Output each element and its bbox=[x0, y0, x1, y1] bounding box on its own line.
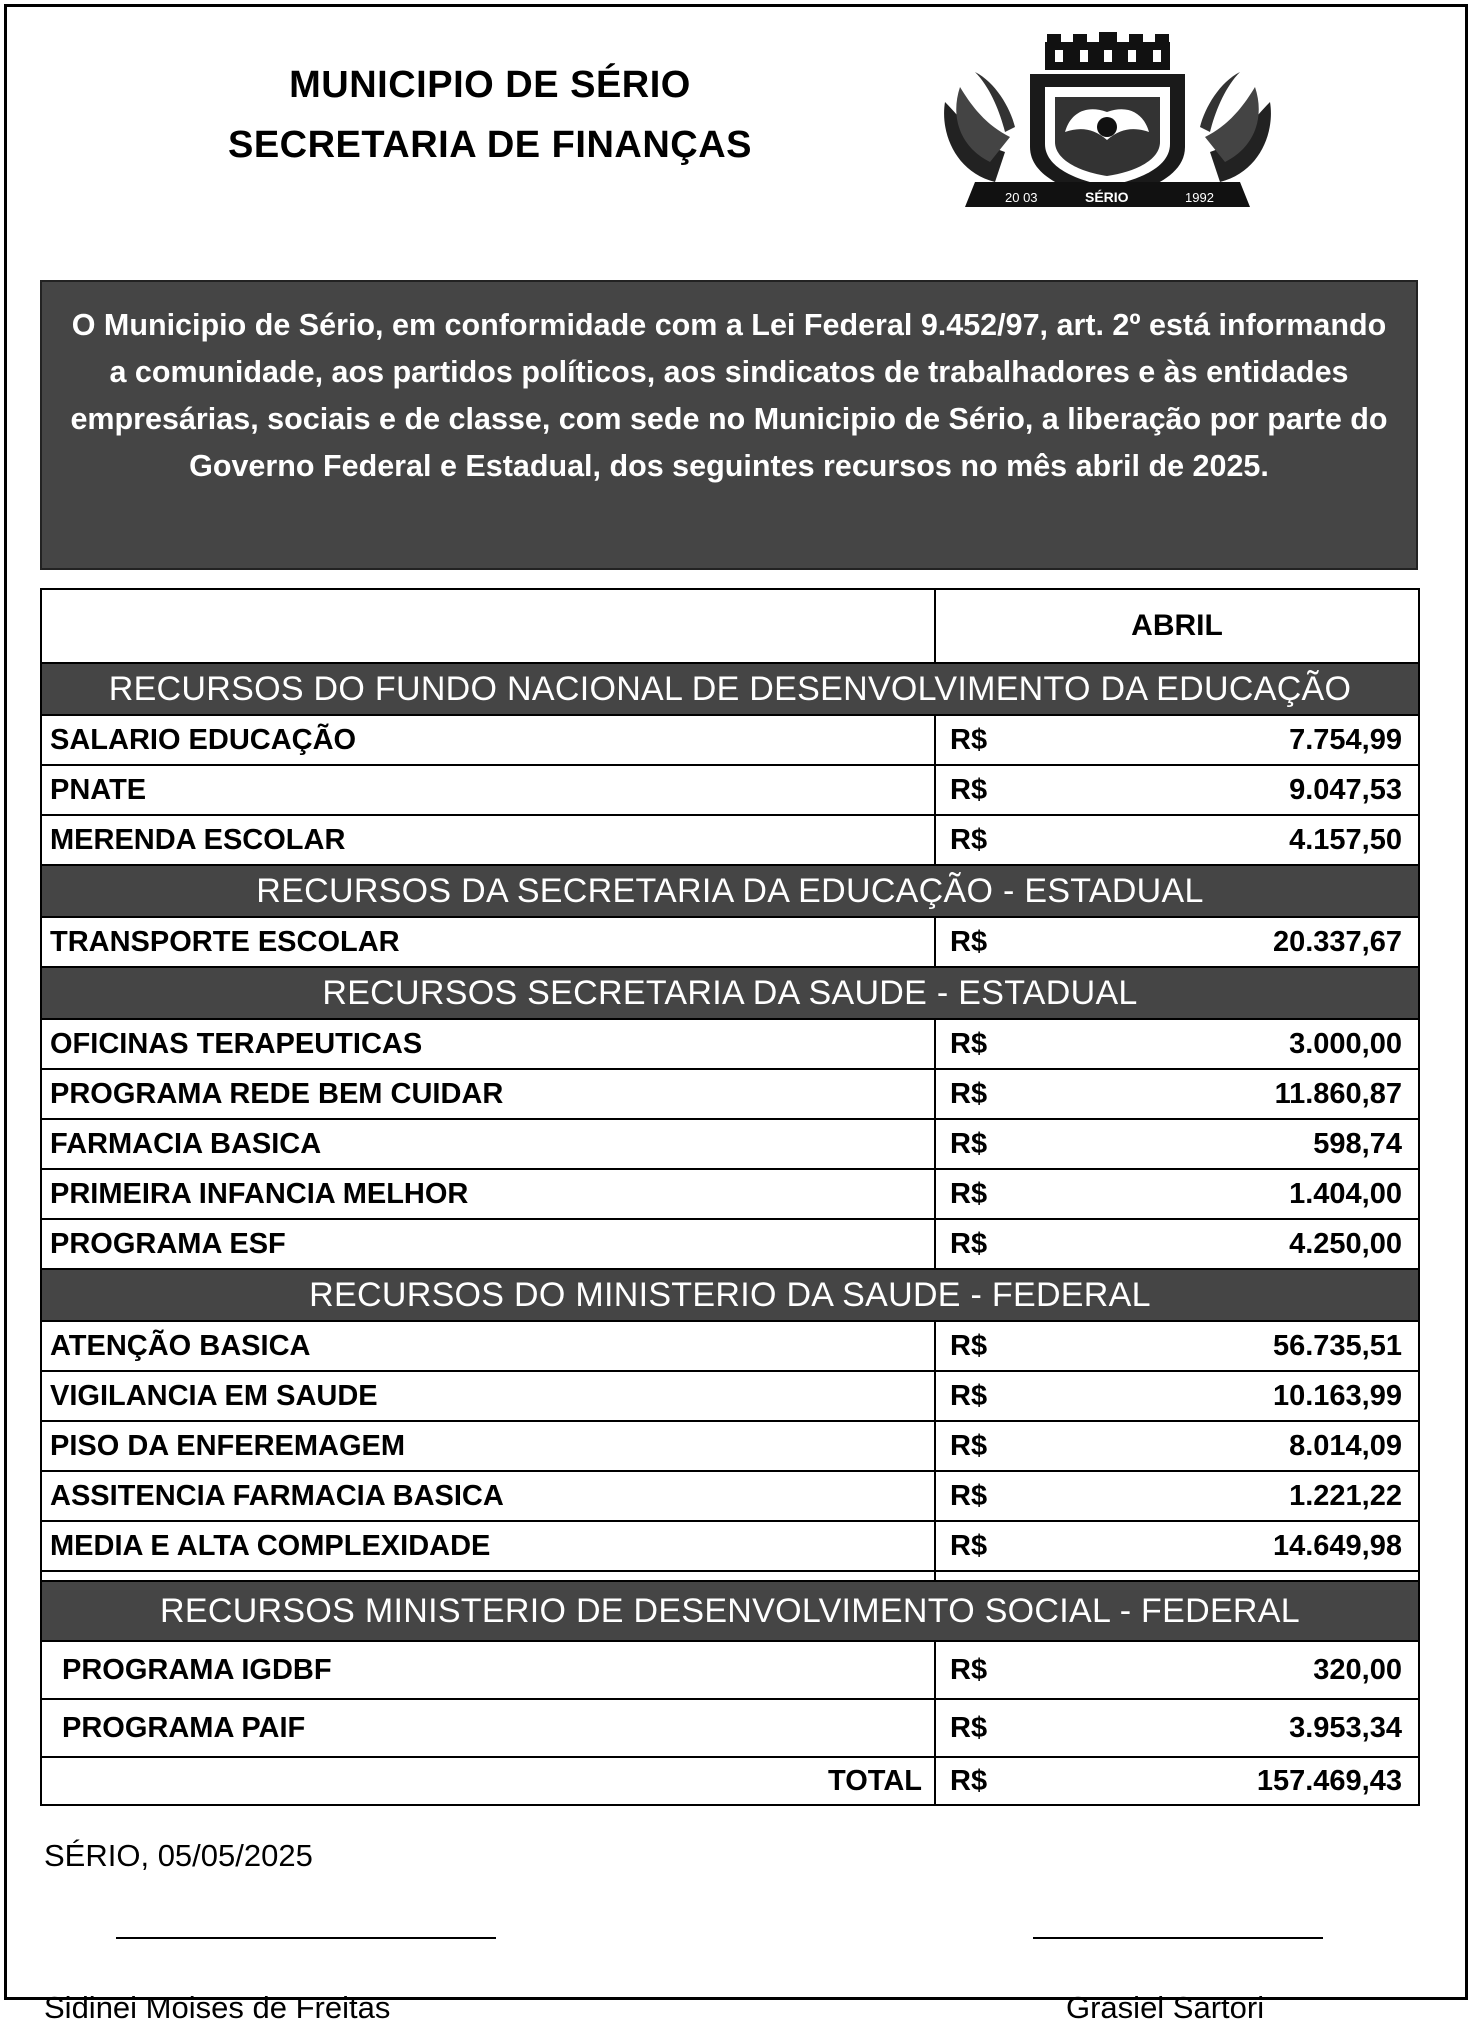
row-currency: R$ bbox=[935, 1219, 1005, 1269]
row-currency: R$ bbox=[935, 815, 1005, 865]
row-amount: 11.860,87 bbox=[1005, 1069, 1419, 1119]
table-row bbox=[41, 1699, 1419, 1757]
table-row bbox=[41, 815, 1419, 865]
crest-ribbon-center: SÉRIO bbox=[1085, 189, 1129, 205]
section-title: RECURSOS SECRETARIA DA SAUDE - ESTADUAL bbox=[41, 967, 1419, 1019]
page-subtitle: SECRETARIA DE FINANÇAS bbox=[227, 124, 753, 166]
row-label: VIGILANCIA EM SAUDE bbox=[41, 1371, 935, 1421]
row-label: ATENÇÃO BASICA bbox=[41, 1321, 935, 1371]
row-currency: R$ bbox=[935, 1641, 1005, 1699]
row-currency: R$ bbox=[935, 715, 1005, 765]
table-row bbox=[41, 1371, 1419, 1421]
header-label-cell bbox=[41, 589, 935, 663]
section-header-row bbox=[41, 967, 1419, 1019]
row-amount: 56.735,51 bbox=[1005, 1321, 1419, 1371]
section-header-row bbox=[41, 865, 1419, 917]
crest-ribbon-left: 20 03 bbox=[1005, 190, 1038, 205]
row-label: PROGRAMA REDE BEM CUIDAR bbox=[41, 1069, 935, 1119]
row-amount: 10.163,99 bbox=[1005, 1371, 1419, 1421]
table-row bbox=[41, 715, 1419, 765]
section-title: RECURSOS MINISTERIO DE DESENVOLVIMENTO SOCIAL - FEDERAL bbox=[41, 1581, 1419, 1641]
table-row bbox=[41, 1321, 1419, 1371]
row-currency: R$ bbox=[935, 1471, 1005, 1521]
page-title: MUNICIPIO DE SÉRIO bbox=[289, 64, 691, 106]
section-header-row bbox=[41, 663, 1419, 715]
table-row bbox=[41, 1521, 1419, 1571]
row-label: FARMACIA BASICA bbox=[41, 1119, 935, 1169]
row-label: PROGRAMA PAIF bbox=[41, 1699, 935, 1757]
total-row bbox=[41, 1757, 1419, 1805]
row-amount: 1.221,22 bbox=[1005, 1471, 1419, 1521]
row-amount: 3.000,00 bbox=[1005, 1019, 1419, 1069]
table-row bbox=[41, 1421, 1419, 1471]
intro-notice: O Municipio de Sério, em conformidade com a Lei Federal 9.452/97, art. 2º está informando a comunidade, aos partidos políticos, aos sindicatos de trabalhadores e às entidades empresárias, sociais e de classe, com sede no Municipio de Sério, a liberação por parte do Governo Federal e Estadual, dos seguintes recursos no mês abril de 2025. bbox=[40, 280, 1418, 570]
row-amount: 598,74 bbox=[1005, 1119, 1419, 1169]
row-currency: R$ bbox=[935, 1699, 1005, 1757]
table-row bbox=[41, 1471, 1419, 1521]
row-label: PISO DA ENFEREMAGEM bbox=[41, 1421, 935, 1471]
row-amount: 9.047,53 bbox=[1005, 765, 1419, 815]
row-amount: 7.754,99 bbox=[1005, 715, 1419, 765]
row-label: ASSITENCIA FARMACIA BASICA bbox=[41, 1471, 935, 1521]
row-currency: R$ bbox=[935, 1169, 1005, 1219]
section-title: RECURSOS DO FUNDO NACIONAL DE DESENVOLVIMENTO DA EDUCAÇÃO bbox=[41, 663, 1419, 715]
row-currency: R$ bbox=[935, 1421, 1005, 1471]
spacer-row bbox=[41, 1571, 1419, 1581]
spacer-cell bbox=[935, 1571, 1005, 1581]
row-label: PROGRAMA ESF bbox=[41, 1219, 935, 1269]
row-amount: 8.014,09 bbox=[1005, 1421, 1419, 1471]
row-label: MEDIA E ALTA COMPLEXIDADE bbox=[41, 1521, 935, 1571]
row-amount: 4.250,00 bbox=[1005, 1219, 1419, 1269]
signer-right-name: Grasiel Sartori bbox=[1066, 1990, 1265, 2025]
total-currency: R$ bbox=[935, 1757, 1005, 1805]
row-amount: 4.157,50 bbox=[1005, 815, 1419, 865]
row-currency: R$ bbox=[935, 917, 1005, 967]
section-title: RECURSOS DA SECRETARIA DA EDUCAÇÃO - ESTADUAL bbox=[41, 865, 1419, 917]
signature-line-right bbox=[1033, 1937, 1323, 1939]
resources-table bbox=[40, 588, 1420, 1806]
table-row bbox=[41, 1641, 1419, 1699]
row-amount: 1.404,00 bbox=[1005, 1169, 1419, 1219]
row-label: OFICINAS TERAPEUTICAS bbox=[41, 1019, 935, 1069]
table-row bbox=[41, 917, 1419, 967]
row-currency: R$ bbox=[935, 1371, 1005, 1421]
row-label: MERENDA ESCOLAR bbox=[41, 815, 935, 865]
spacer-cell bbox=[41, 1571, 935, 1581]
section-header-row bbox=[41, 1269, 1419, 1321]
table-row bbox=[41, 1119, 1419, 1169]
total-amount: 157.469,43 bbox=[1005, 1757, 1419, 1805]
row-label: PRIMEIRA INFANCIA MELHOR bbox=[41, 1169, 935, 1219]
row-currency: R$ bbox=[935, 1069, 1005, 1119]
row-currency: R$ bbox=[935, 1119, 1005, 1169]
table-row bbox=[41, 1019, 1419, 1069]
row-amount: 14.649,98 bbox=[1005, 1521, 1419, 1571]
total-label: TOTAL bbox=[41, 1757, 935, 1805]
table-row bbox=[41, 1169, 1419, 1219]
section-title: RECURSOS DO MINISTERIO DA SAUDE - FEDERAL bbox=[41, 1269, 1419, 1321]
spacer-cell bbox=[1005, 1571, 1419, 1581]
table-row bbox=[41, 1069, 1419, 1119]
row-label: SALARIO EDUCAÇÃO bbox=[41, 715, 935, 765]
month-header: ABRIL bbox=[935, 589, 1419, 663]
signer-left-name: Sidinei Moises de Freitas bbox=[44, 1990, 391, 2025]
table-header-row bbox=[41, 589, 1419, 663]
table-row bbox=[41, 765, 1419, 815]
row-amount: 3.953,34 bbox=[1005, 1699, 1419, 1757]
row-label: TRANSPORTE ESCOLAR bbox=[41, 917, 935, 967]
table-row bbox=[41, 1219, 1419, 1269]
municipal-crest-icon bbox=[935, 32, 1280, 217]
issue-date: SÉRIO, 05/05/2025 bbox=[44, 1838, 313, 1873]
row-amount: 320,00 bbox=[1005, 1641, 1419, 1699]
signature-line-left bbox=[116, 1937, 496, 1939]
row-amount: 20.337,67 bbox=[1005, 917, 1419, 967]
row-label: PROGRAMA IGDBF bbox=[41, 1641, 935, 1699]
row-currency: R$ bbox=[935, 1321, 1005, 1371]
row-currency: R$ bbox=[935, 1019, 1005, 1069]
row-currency: R$ bbox=[935, 765, 1005, 815]
section-header-row bbox=[41, 1581, 1419, 1641]
row-currency: R$ bbox=[935, 1521, 1005, 1571]
crest-ribbon-right: 1992 bbox=[1185, 190, 1214, 205]
row-label: PNATE bbox=[41, 765, 935, 815]
